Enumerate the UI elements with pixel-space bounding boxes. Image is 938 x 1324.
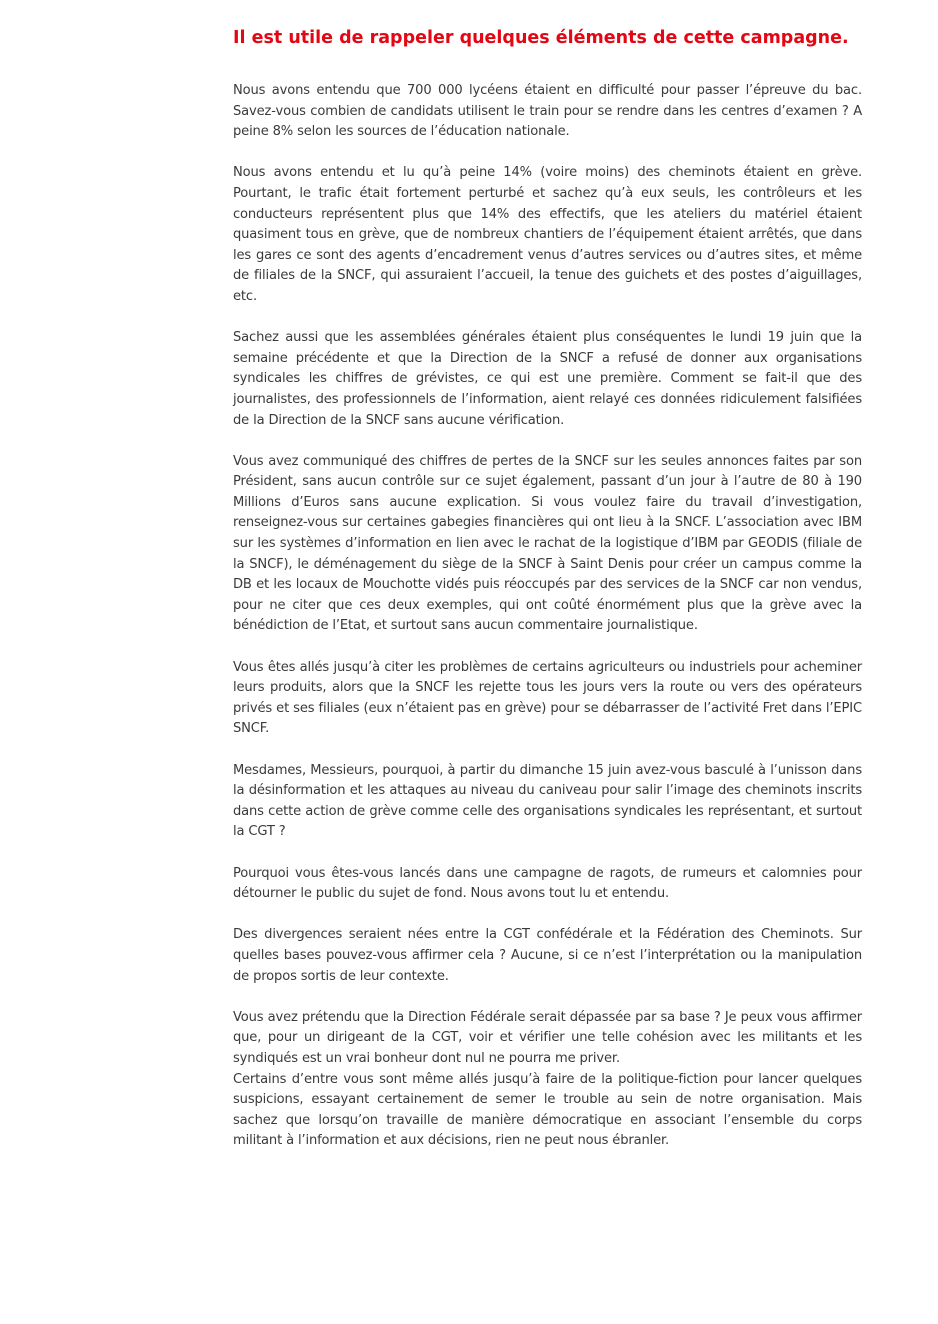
paragraph-financial-losses: Vous avez communiqué des chiffres de pertes de la SNCF sur les seules annonces faites par son Président, sans aucun contrôle sur ce sujet également, passant d’un jour à l’autre de 80 à 190 Millions d’Euros sans aucune explication. Si vous voulez faire du travail d’investigation, renseignez-vous sur certaines gabegies financières qui ont lieu à la SNCF. L’association avec IBM sur les systèmes d’information en lien avec le rachat de la logistique d’IBM par GEODIS (filiale de la SNCF), le déménagement du siège de la SNCF à Saint Denis pour créer un campus comme la DB et les locaux de Mouchotte vidés puis réoccupés par des services de la SNCF car non vendus, pour ne citer que ces deux exemples, qui ont coûté énormément plus que la grève avec la bénédiction de l’Etat, et surtout sans aucun commentaire journalistique. <box>233 453 862 634</box>
paragraph-freight: Vous êtes allés jusqu’à citer les problèmes de certains agriculteurs ou industriels pour acheminer leurs produits, alors que la SNCF les rejette tous les jours vers la route ou vers des opérateurs privés et ses filiales (eux n’étaient pas en grève) pour se débarrasser de l’activité Fret dans l’EPIC SNCF. <box>233 659 862 737</box>
page-title: Il est utile de rappeler quelques éléments de cette campagne. <box>233 28 849 48</box>
paragraph-strike-rate: Nous avons entendu et lu qu’à peine 14% (voire moins) des cheminots étaient en grève. Pourtant, le trafic était fortement perturbé et sachez qu’à eux seuls, les contrôleurs et les conducteurs représentent plus que 14% des effectifs, que les ateliers du matériel étaient quasiment tous en grève, que de nombreux chantiers de l’équipement étaient arrêtés, que dans les gares ce sont des agents d’encadrement venus d’autres services ou d’autres sites, et même de filiales de la SNCF, qui assuraient l’accueil, la tenue des guichets et des postes d’aiguillages, etc. <box>233 165 862 304</box>
paragraph-federal-direction: Vous avez prétendu que la Direction Fédérale serait dépassée par sa base ? Je peux vous affirmer que, pour un dirigeant de la CGT, voir et vérifier une telle cohésion avec les militants et les syndiqués est un vrai bonheur dont nul ne pourra me priver. <box>233 1009 862 1066</box>
paragraph-disinformation: Mesdames, Messieurs, pourquoi, à partir du dimanche 15 juin avez-vous basculé à l’unisson dans la désinformation et les attaques au niveau du caniveau pour salir l’image des cheminots inscrits dans cette action de grève comme celle des organisations syndicales les représentant, et surtout la CGT ? <box>233 762 862 840</box>
paragraph-rumours: Pourquoi vous êtes-vous lancés dans une campagne de ragots, de rumeurs et calomnies pour détourner le public du sujet de fond. Nous avons tout lu et entendu. <box>233 865 862 902</box>
paragraph-bac-candidates: Nous avons entendu que 700 000 lycéens étaient en difficulté pour passer l’épreuve du bac. Savez-vous combien de candidats utilisent le train pour se rendre dans les centres d’examen ? A peine 8% selon les sources de l’éducation nationale. <box>233 83 862 140</box>
paragraph-political-fiction: Certains d’entre vous sont même allés jusqu’à faire de la politique-fiction pour lancer quelques suspicions, essayant certainement de semer le trouble au sein de notre organisation. Mais sachez que lorsqu’on travaille de manière démocratique en associant l’ensemble du corps militant à l’information et aux décisions, rien ne peut nous ébranler. <box>233 1071 862 1149</box>
paragraph-divergences: Des divergences seraient nées entre la CGT confédérale et la Fédération des Cheminots. Sur quelles bases pouvez-vous affirmer cela ? Aucune, si ce n’est l’interprétation ou la manipulation de propos sortis de leur contexte. <box>233 927 862 984</box>
document-page <box>233 27 862 1172</box>
paragraph-general-assemblies: Sachez aussi que les assemblées générales étaient plus conséquentes le lundi 19 juin que la semaine précédente et que la Direction de la SNCF a refusé de donner aux organisations syndicales les chiffres de grévistes, ce qui est une première. Comment se fait-il que des journalistes, des professionnels de l’information, aient relayé ces données ridiculement falsifiées de la Direction de la SNCF sans aucune vérification. <box>233 330 862 428</box>
